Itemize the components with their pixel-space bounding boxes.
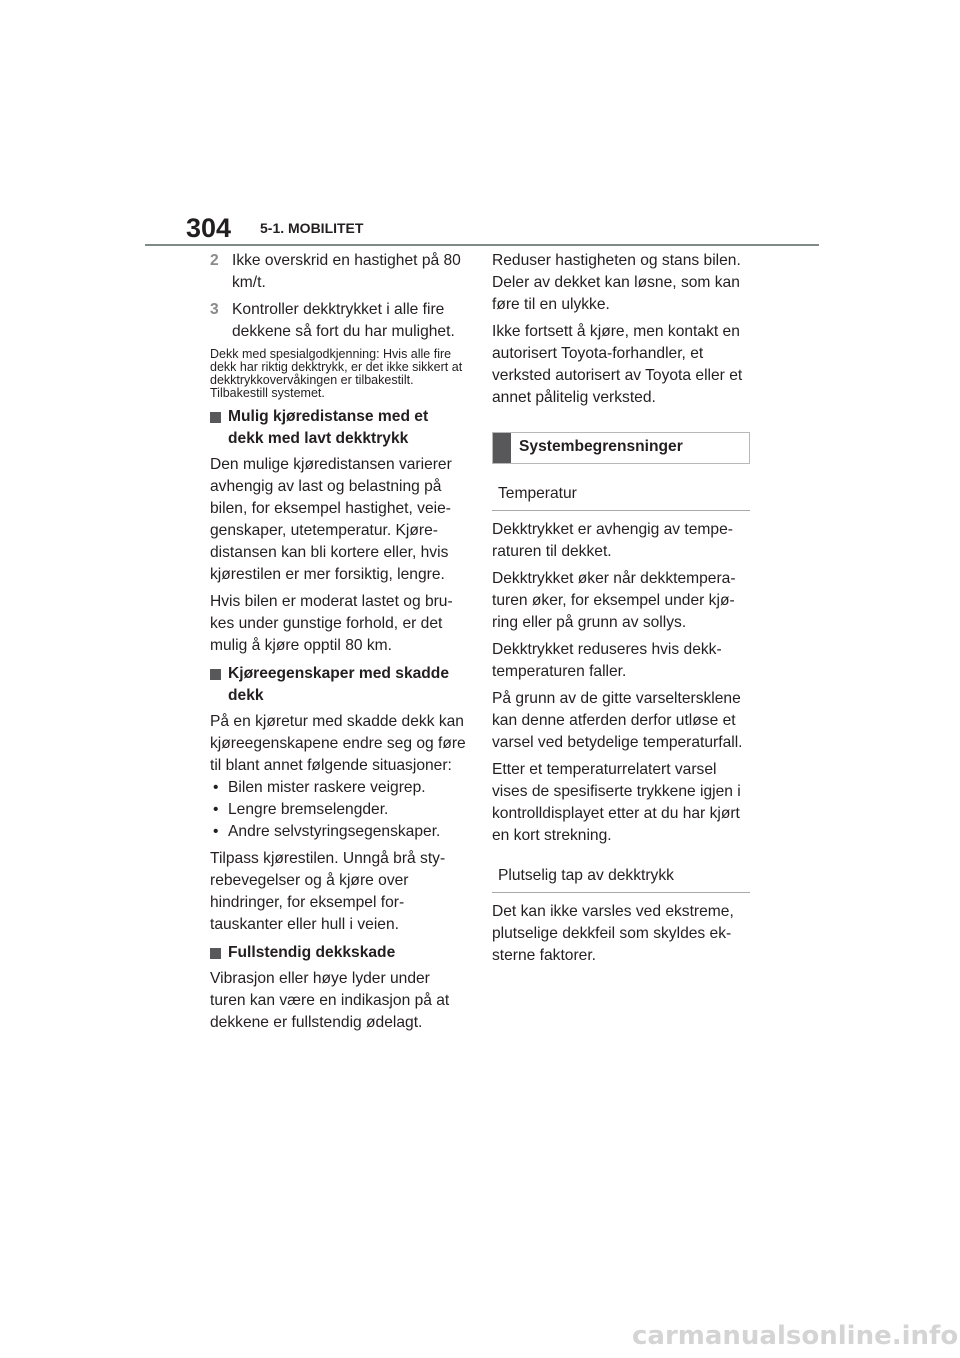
- header-rule: [145, 244, 819, 246]
- box-title: Systembegrensninger: [519, 438, 683, 455]
- subheading-text: Temperatur: [498, 485, 577, 502]
- right-column: [492, 250, 750, 972]
- paragraph: Det kan ikke varsles ved ekstreme, plutselige dekkfeil som skyldes eksterne faktorer.: [492, 903, 734, 964]
- step-3: [210, 299, 466, 343]
- box-marker: [493, 433, 511, 463]
- heading-text: Mulig kjøredistanse med et dekk med lavt dekktrykk: [228, 408, 429, 447]
- subheading-text: Plutselig tap av dekktrykk: [498, 867, 674, 884]
- page-number: 304: [186, 213, 232, 243]
- paragraph: På en kjøretur med skadde dekk kan kjøreegenskapene endre seg og føre til blant annet følgende situasjoner:: [210, 713, 466, 774]
- step-number: 3: [210, 301, 219, 318]
- left-column: [210, 250, 466, 1039]
- list-item-text: Bilen mister raskere veigrep.: [228, 779, 426, 796]
- page-header: [184, 213, 818, 247]
- list-item-text: Lengre bremselengder.: [228, 801, 389, 818]
- subheading-temperature: [492, 479, 750, 511]
- paragraph: Etter et temperaturrelatert varsel vises de spesifiserte trykkene igjen i kontrolldisplayet etter at du har kjørt en kort strekning.: [492, 761, 741, 844]
- step-2: [210, 250, 466, 294]
- paragraph: Dekktrykket er avhengig av temperaturen til dekket.: [492, 521, 733, 560]
- paragraph: Reduser hastigheten og stans bilen. Deler av dekket kan løsne, som kan føre til en ulykke.: [492, 252, 741, 313]
- watermark: carmanualsonline.info: [632, 1321, 959, 1351]
- list-item: • Andre selvstyringsegenskaper.: [213, 823, 441, 840]
- paragraph: Hvis bilen er moderat lastet og brukes under gunstige forhold, er det mulig å kjøre opptil 80 km.: [210, 593, 453, 654]
- step-text: Kontroller dekktrykket i alle fire dekkene så fort du har mulighet.: [232, 301, 455, 340]
- step-number: 2: [210, 252, 219, 269]
- special-tire-note: Dekk med spesialgodkjenning: Hvis alle fire dekk har riktig dekktrykk, er det ikke sikkert at dekktrykkovervåkingen er tilbakestilt. Tilbakestill systemet.: [210, 347, 463, 400]
- heading-text: Fullstendig dekkskade: [228, 944, 396, 961]
- heading-driving-distance: [210, 406, 466, 450]
- paragraph: Ikke fortsett å kjøre, men kontakt en autorisert Toyota-forhandler, et verksted autorisert av Toyota eller et annet pålitelig verksted.: [492, 323, 743, 406]
- paragraph: Den mulige kjøredistansen varierer avhengig av last og belastning på bilen, for eksempel hastighet, veiegenskaper, utetemperatur. Kjøredistansen kan bli kortere eller, hvis kjørestilen er mer forsiktig, lengre.: [210, 456, 452, 583]
- subheading-sudden-loss: [492, 861, 750, 893]
- section-title: 5-1. MOBILITET: [260, 220, 364, 236]
- square-bullet-icon: [210, 948, 221, 959]
- square-bullet-icon: [210, 669, 221, 680]
- system-limits-box: [492, 432, 750, 464]
- list-item: • Lengre bremselengder.: [213, 801, 389, 818]
- situation-list: [210, 777, 466, 843]
- list-item: • Bilen mister raskere veigrep.: [213, 779, 426, 796]
- paragraph: Tilpass kjørestilen. Unngå brå styrebevegelser og å kjøre over hindringer, for eksempel fortauskanter eller hull i veien.: [210, 850, 446, 933]
- list-item-text: Andre selvstyringsegenskaper.: [228, 823, 441, 840]
- paragraph: Dekktrykket reduseres hvis dekktemperaturen faller.: [492, 641, 722, 680]
- paragraph: På grunn av de gitte varseltersklene kan denne atferden derfor utløse et varsel ved betydelige temperaturfall.: [492, 690, 743, 751]
- heading-driving-properties: [210, 663, 466, 707]
- paragraph: Vibrasjon eller høye lyder under turen kan være en indikasjon på at dekkene er fullstendig ødelagt.: [210, 970, 450, 1031]
- heading-complete-damage: [210, 942, 466, 964]
- heading-text: Kjøreegenskaper med skadde dekk: [228, 665, 450, 704]
- paragraph: Dekktrykket øker når dekktemperaturen øker, for eksempel under kjøring eller på grunn av sollys.: [492, 570, 736, 631]
- step-text: Ikke overskrid en hastighet på 80 km/t.: [232, 252, 461, 291]
- square-bullet-icon: [210, 412, 221, 423]
